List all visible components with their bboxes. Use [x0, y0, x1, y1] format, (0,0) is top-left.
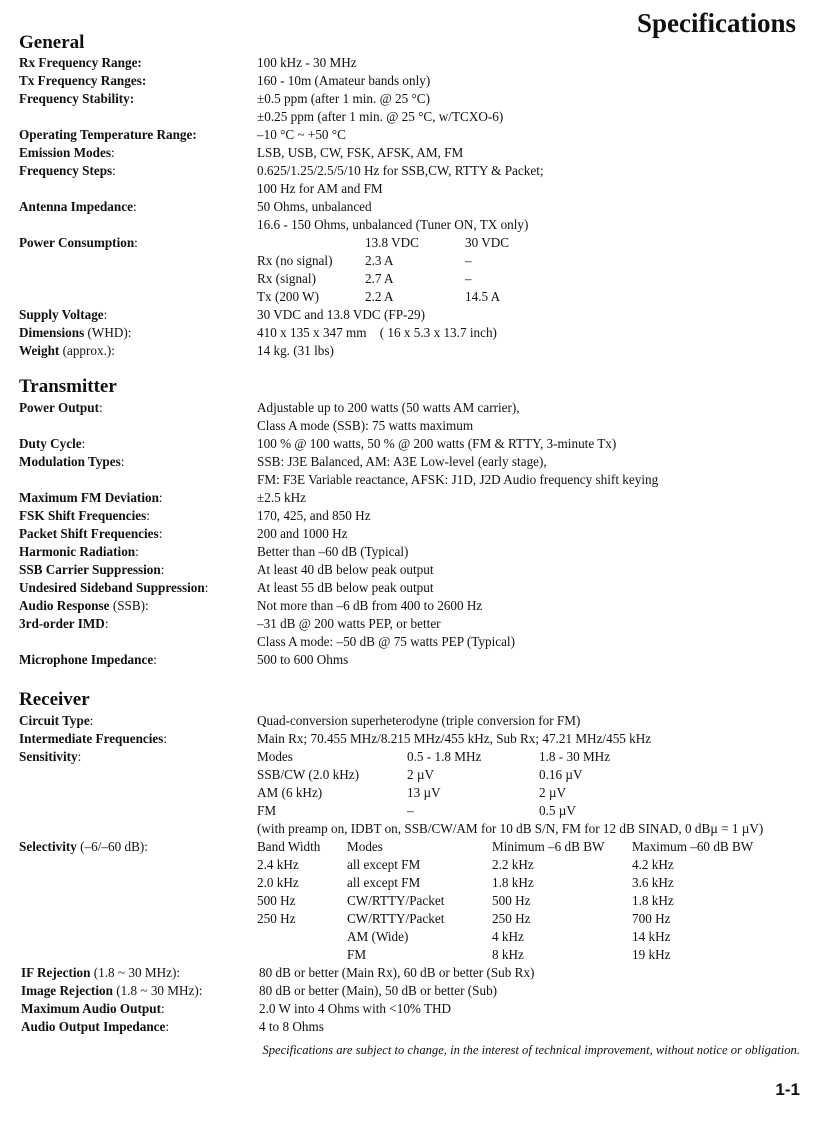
- section-heading-general: General: [19, 32, 85, 53]
- spec-value: Not more than –6 dB from 400 to 2600 Hz: [257, 598, 483, 613]
- sensitivity-table-row: [19, 784, 809, 802]
- selectivity-cell: CW/RTTY/Packet: [347, 893, 445, 908]
- spec-value: Main Rx; 70.455 MHz/8.215 MHz/455 kHz, Sub Rx; 47.21 MHz/455 kHz: [257, 731, 652, 746]
- spec-value: ±2.5 kHz: [257, 490, 306, 505]
- spec-label: Maximum Audio Output:: [21, 1001, 165, 1016]
- selectivity-cell: all except FM: [347, 875, 421, 890]
- sensitivity-table-row: [19, 802, 809, 820]
- spec-label: Intermediate Frequencies:: [19, 731, 168, 746]
- spec-row: [19, 507, 809, 525]
- spec-value: –10 °C ~ +50 °C: [257, 127, 346, 142]
- spec-value: SSB: J3E Balanced, AM: A3E Low-level (early stage),: [257, 454, 547, 469]
- spec-value: Class A mode (SSB): 75 watts maximum: [257, 418, 474, 433]
- spec-row: [19, 820, 809, 838]
- power-table-row: [19, 252, 809, 270]
- sensitivity-table-row: [19, 766, 809, 784]
- sensitivity-col-header: 1.8 - 30 MHz: [539, 749, 611, 764]
- selectivity-cell: 4 kHz: [492, 929, 524, 944]
- spec-label: Modulation Types:: [19, 454, 125, 469]
- sensitivity-cell: FM: [257, 803, 277, 818]
- selectivity-cell: 2.0 kHz: [257, 875, 299, 890]
- sensitivity-cell: SSB/CW (2.0 kHz): [257, 767, 359, 782]
- page-title: Specifications: [637, 8, 796, 38]
- selectivity-cell: 1.8 kHz: [492, 875, 534, 890]
- selectivity-table-header: [19, 838, 809, 856]
- sensitivity-cell: 13 µV: [407, 785, 441, 800]
- selectivity-cell: 8 kHz: [492, 947, 524, 962]
- spec-row: [21, 964, 809, 982]
- spec-row: [19, 108, 809, 126]
- selectivity-table-row: [19, 874, 809, 892]
- power-value: 2.3 A: [365, 253, 394, 268]
- spec-value: 100 kHz - 30 MHz: [257, 55, 357, 70]
- selectivity-cell: FM: [347, 947, 367, 962]
- spec-label: Selectivity (–6/–60 dB):: [19, 839, 148, 854]
- spec-value: Better than –60 dB (Typical): [257, 544, 409, 559]
- spec-value: 500 to 600 Ohms: [257, 652, 349, 667]
- spec-row: [19, 712, 809, 730]
- spec-value: 2.0 W into 4 Ohms with <10% THD: [259, 1001, 452, 1016]
- spec-value: 170, 425, and 850 Hz: [257, 508, 371, 523]
- spec-value: 14 kg. (31 lbs): [257, 343, 334, 358]
- spec-value: LSB, USB, CW, FSK, AFSK, AM, FM: [257, 145, 464, 160]
- spec-label: 3rd-order IMD:: [19, 616, 109, 631]
- selectivity-cell: 250 Hz: [492, 911, 531, 926]
- spec-label: Frequency Steps:: [19, 163, 116, 178]
- spec-value: At least 55 dB below peak output: [257, 580, 434, 595]
- sensitivity-col-header: 0.5 - 1.8 MHz: [407, 749, 482, 764]
- sensitivity-table-header: [19, 748, 809, 766]
- selectivity-col-header: Maximum –60 dB BW: [632, 839, 754, 854]
- spec-row: [19, 489, 809, 507]
- selectivity-table-row: [19, 928, 809, 946]
- selectivity-cell: [257, 946, 347, 964]
- spec-label: Circuit Type:: [19, 713, 94, 728]
- spec-label: Duty Cycle:: [19, 436, 86, 451]
- spec-label: Tx Frequency Ranges:: [19, 73, 147, 88]
- spec-row: [19, 651, 809, 669]
- selectivity-col-header: Band Width: [257, 839, 321, 854]
- spec-row: [19, 306, 809, 324]
- spec-row: [19, 543, 809, 561]
- spec-row: [21, 1018, 809, 1036]
- power-value: 2.2 A: [365, 289, 394, 304]
- spec-row: [19, 162, 809, 180]
- spec-row: [19, 561, 809, 579]
- spec-value: 100 % @ 100 watts, 50 % @ 200 watts (FM & RTTY, 3-minute Tx): [257, 436, 617, 451]
- selectivity-cell: 14 kHz: [632, 929, 671, 944]
- spec-label: Weight (approx.):: [19, 343, 115, 358]
- spec-label: Operating Temperature Range:: [19, 127, 197, 142]
- spec-row: [19, 126, 809, 144]
- spec-label: Rx Frequency Range:: [19, 55, 142, 70]
- spec-value: Class A mode: –50 dB @ 75 watts PEP (Typical): [257, 634, 515, 649]
- spec-row: [21, 982, 809, 1000]
- receiver-spec-list: [19, 712, 809, 1036]
- spec-row: [19, 198, 809, 216]
- spec-label: Frequency Stability:: [19, 91, 135, 106]
- spec-label: SSB Carrier Suppression:: [19, 562, 165, 577]
- selectivity-table-row: [19, 946, 809, 964]
- spec-row: [19, 342, 809, 360]
- selectivity-cell: [257, 928, 347, 946]
- selectivity-table-row: [19, 892, 809, 910]
- spec-label: Power Output:: [19, 400, 103, 415]
- spec-row: [19, 633, 809, 651]
- spec-value: ±0.5 ppm (after 1 min. @ 25 °C): [257, 91, 430, 106]
- spec-row: [19, 216, 809, 234]
- selectivity-cell: 1.8 kHz: [632, 893, 674, 908]
- selectivity-cell: 3.6 kHz: [632, 875, 674, 890]
- spec-value: 80 dB or better (Main), 50 dB or better (Sub): [259, 983, 498, 998]
- spec-value: 410 x 135 x 347 mm ( 16 x 5.3 x 13.7 inch): [257, 325, 497, 340]
- power-row-name: Rx (signal): [257, 271, 316, 286]
- selectivity-cell: 500 Hz: [257, 893, 296, 908]
- page-number: 1-1: [775, 1080, 800, 1099]
- spec-row: [19, 417, 809, 435]
- sensitivity-cell: 0.16 µV: [539, 767, 583, 782]
- spec-label: Packet Shift Frequencies:: [19, 526, 163, 541]
- power-col-header: 30 VDC: [465, 235, 510, 250]
- sensitivity-cell: AM (6 kHz): [257, 785, 323, 800]
- power-value: 2.7 A: [365, 271, 394, 286]
- spec-value: At least 40 dB below peak output: [257, 562, 434, 577]
- section-heading-receiver: Receiver: [19, 689, 90, 710]
- sensitivity-cell: –: [407, 803, 414, 818]
- spec-row: [19, 324, 809, 342]
- spec-label: Audio Output Impedance:: [21, 1019, 170, 1034]
- selectivity-cell: all except FM: [347, 857, 421, 872]
- sensitivity-col-header: Modes: [257, 749, 293, 764]
- spec-row: [19, 72, 809, 90]
- sensitivity-cell: 2 µV: [407, 767, 435, 782]
- general-spec-list: [19, 54, 809, 360]
- sensitivity-cell: 2 µV: [539, 785, 567, 800]
- selectivity-cell: 19 kHz: [632, 947, 671, 962]
- spec-label: Emission Modes:: [19, 145, 115, 160]
- selectivity-cell: 4.2 kHz: [632, 857, 674, 872]
- power-col-header: 13.8 VDC: [365, 235, 419, 250]
- spec-value: 30 VDC and 13.8 VDC (FP-29): [257, 307, 426, 322]
- spec-label: Image Rejection (1.8 ~ 30 MHz):: [21, 983, 203, 998]
- spec-label: Audio Response (SSB):: [19, 598, 149, 613]
- spec-value: 200 and 1000 Hz: [257, 526, 348, 541]
- spec-row: [19, 730, 809, 748]
- selectivity-cell: 2.4 kHz: [257, 857, 299, 872]
- spec-label: Power Consumption:: [19, 235, 138, 250]
- spec-value: 100 Hz for AM and FM: [257, 181, 383, 196]
- spec-value: Quad-conversion superheterodyne (triple conversion for FM): [257, 713, 581, 728]
- spec-row: [19, 525, 809, 543]
- spec-row: [19, 597, 809, 615]
- section-heading-transmitter: Transmitter: [19, 376, 117, 397]
- spec-value: 16.6 - 150 Ohms, unbalanced (Tuner ON, TX only): [257, 217, 529, 232]
- spec-value: –31 dB @ 200 watts PEP, or better: [257, 616, 441, 631]
- spec-value: 4 to 8 Ohms: [259, 1019, 324, 1034]
- spec-row: [19, 90, 809, 108]
- selectivity-table-row: [19, 910, 809, 928]
- spec-label: Dimensions (WHD):: [19, 325, 132, 340]
- spec-value: 0.625/1.25/2.5/5/10 Hz for SSB,CW, RTTY & Packet;: [257, 163, 544, 178]
- power-row-name: Rx (no signal): [257, 253, 333, 268]
- spec-value: 80 dB or better (Main Rx), 60 dB or better (Sub Rx): [259, 965, 535, 980]
- selectivity-col-header: Minimum –6 dB BW: [492, 839, 605, 854]
- spec-row: [19, 180, 809, 198]
- spec-row: [19, 615, 809, 633]
- spec-row: [19, 453, 809, 471]
- spec-value: ±0.25 ppm (after 1 min. @ 25 °C, w/TCXO-6): [257, 109, 504, 124]
- power-value: –: [465, 271, 472, 286]
- power-table-row: [19, 270, 809, 288]
- spec-row: [21, 1000, 809, 1018]
- footnote: Specifications are subject to change, in the interest of technical improvement, without notice or obligation.: [262, 1043, 800, 1057]
- power-row-name: Tx (200 W): [257, 289, 320, 304]
- spec-label: Sensitivity:: [19, 749, 82, 764]
- power-value: –: [465, 253, 472, 268]
- selectivity-cell: 700 Hz: [632, 911, 671, 926]
- spec-row: [19, 579, 809, 597]
- spec-label: Undesired Sideband Suppression:: [19, 580, 209, 595]
- spec-row: [19, 54, 809, 72]
- power-table-header: [19, 234, 809, 252]
- spec-row: [19, 399, 809, 417]
- spec-label: Supply Voltage:: [19, 307, 108, 322]
- spec-row: [19, 435, 809, 453]
- power-value: 14.5 A: [465, 289, 501, 304]
- spec-value: FM: F3E Variable reactance, AFSK: J1D, J2D Audio frequency shift keying: [257, 472, 659, 487]
- selectivity-cell: 2.2 kHz: [492, 857, 534, 872]
- power-table-row: [19, 288, 809, 306]
- selectivity-cell: 250 Hz: [257, 911, 296, 926]
- selectivity-table-row: [19, 856, 809, 874]
- spec-label: IF Rejection (1.8 ~ 30 MHz):: [21, 965, 180, 980]
- sensitivity-cell: 0.5 µV: [539, 803, 576, 818]
- spec-value: 160 - 10m (Amateur bands only): [257, 73, 431, 88]
- spec-value: 50 Ohms, unbalanced: [257, 199, 372, 214]
- spec-row: [19, 144, 809, 162]
- sensitivity-note: (with preamp on, IDBT on, SSB/CW/AM for 10 dB S/N, FM for 12 dB SINAD, 0 dBµ = 1 µV): [257, 821, 764, 836]
- spec-label: Microphone Impedance:: [19, 652, 157, 667]
- selectivity-cell: AM (Wide): [347, 929, 409, 944]
- spec-row: [19, 471, 809, 489]
- spec-label: FSK Shift Frequencies:: [19, 508, 150, 523]
- selectivity-cell: 500 Hz: [492, 893, 531, 908]
- selectivity-col-header: Modes: [347, 839, 383, 854]
- transmitter-spec-list: [19, 399, 809, 669]
- spec-label: Harmonic Radiation:: [19, 544, 139, 559]
- spec-label: Antenna Impedance:: [19, 199, 137, 214]
- selectivity-cell: CW/RTTY/Packet: [347, 911, 445, 926]
- spec-value: Adjustable up to 200 watts (50 watts AM carrier),: [257, 400, 520, 415]
- spec-label: Maximum FM Deviation:: [19, 490, 163, 505]
